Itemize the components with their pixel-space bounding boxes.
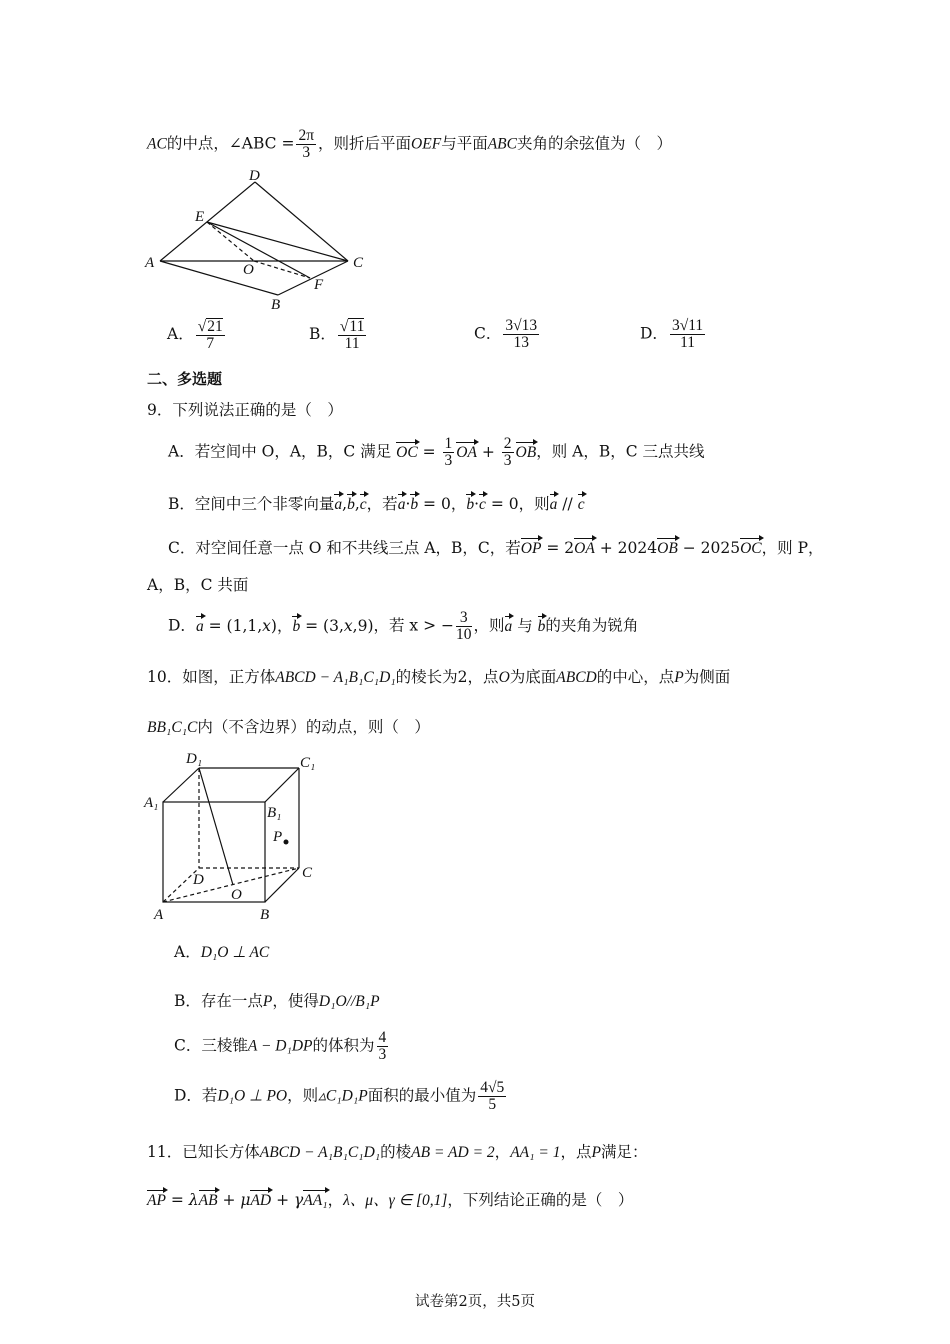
- q10-edge-b1c1: [265, 768, 299, 802]
- q10-label-a1: A₁: [144, 795, 159, 811]
- q8-ac: AC: [147, 135, 167, 153]
- q8-text-b: ，则折后平面: [318, 134, 412, 153]
- q10-label-p: P: [273, 829, 283, 845]
- q10-cube-figure: [140, 745, 330, 925]
- q9-a-vector-equation: OC = $\frac{1}{3}$ OA + $\frac{2}{3}$ OB: [396, 435, 537, 469]
- q8-option-b-fraction: $\frac{√11}{11}$: [339, 318, 365, 352]
- q8-text-a: 的中点，∠ABC =: [166, 134, 295, 153]
- q8-label-b: B: [271, 297, 281, 312]
- q8-edge-dc: [255, 182, 348, 261]
- q8-plane2: ABC: [487, 135, 517, 153]
- q8-option-c[interactable]: C． $\frac{3√13}{13}$: [474, 317, 538, 351]
- q9-option-c[interactable]: C．对空间任意一点 O 和不共线三点 A，B，C，若OP = 2OA + 2024OB − 2025OC，则 P，: [168, 539, 824, 557]
- q9-d-vectors: a = (1,1,x)，b = (3,x,9): [195, 616, 374, 635]
- q10-label-c: C: [302, 865, 313, 881]
- q8-stem-line: [147, 128, 672, 161]
- q9-option-d[interactable]: D．a = (1,1,x)，b = (3,x,9)，若 x > − $\frac{3}{10}$ ，则a 与 b的夹角为锐角: [168, 609, 639, 643]
- q8-label-d: D: [249, 168, 260, 184]
- q8-edge-eo: [207, 222, 254, 261]
- q9-d-fraction: $\frac{3}{10}$: [456, 609, 472, 643]
- q8-edge-ad: [160, 182, 255, 261]
- q9-option-b[interactable]: B．空间中三个非零向量a,b,c，若a·b = 0，b·c = 0，则a // c: [168, 495, 585, 513]
- q8-edge-ef: [207, 222, 310, 278]
- q9-option-c-line2: A，B，C 共面: [147, 576, 249, 594]
- page-footer: 试卷第2页，共5页: [415, 1294, 535, 1310]
- q8-figure: [140, 162, 380, 312]
- q8-text-c: 与平面: [441, 134, 488, 153]
- q8-option-c-fraction: $\frac{3√13}{13}$: [505, 317, 538, 351]
- q10-label-d: D: [193, 872, 204, 888]
- q10-point-p: [284, 840, 289, 845]
- q10-label-b: B: [260, 907, 270, 923]
- q10-stem-line2: BB₁C₁C内（不含边界）的动点，则（ ）: [147, 718, 430, 736]
- q8-label-c: C: [353, 255, 364, 271]
- q11-stem-line2: AP = λAB + μAD + γAA₁，λ、μ、γ ∈ [0,1]，下列结论正确的是（ ）: [147, 1191, 634, 1209]
- section-title: 二、多选题: [147, 370, 223, 388]
- q10-d-fraction: $\frac{4√5}{5}$: [480, 1079, 505, 1113]
- q8-option-a-fraction: $\frac{√21}{7}$: [197, 318, 223, 352]
- q10-edge-bc: [265, 868, 299, 902]
- q10-option-a[interactable]: A．D₁O ⊥ AC: [174, 943, 270, 961]
- q9-option-a[interactable]: A．若空间中 O，A，B，C 满足 OC = $\frac{1}{3}$ OA + $\frac{2}{3}$ OB，则 A，B，C 三点共线: [168, 435, 705, 469]
- q10-label-a: A: [154, 907, 164, 923]
- q8-option-d[interactable]: D． $\frac{3√11}{11}$: [640, 317, 704, 351]
- q8-edge-ab: [160, 261, 278, 295]
- q8-edge-ec: [207, 222, 348, 261]
- q8-option-d-fraction: $\frac{3√11}{11}$: [671, 317, 704, 351]
- q8-plane1: OEF: [411, 135, 442, 153]
- q9-c-vector-equation: OP = 2OA + 2024OB − 2025OC: [520, 539, 762, 557]
- q8-label-a: A: [145, 255, 155, 271]
- q8-edge-of: [254, 261, 310, 278]
- q8-option-a[interactable]: A． $\frac{√21}{7}$: [167, 318, 223, 352]
- q11-stem-line1: 11．已知长方体ABCD − A₁B₁C₁D₁的棱AB = AD = 2，AA₁ = 1，点P满足：: [147, 1143, 648, 1161]
- q10-option-b[interactable]: B．存在一点P，使得D₁O//B₁P: [174, 992, 380, 1010]
- q9-d-pair: a 与 b: [504, 616, 546, 635]
- q9-stem: 9．下列说法正确的是（ ）: [147, 401, 343, 419]
- q8-label-f: F: [314, 277, 324, 293]
- q10-stem-line1: 10．如图，正方体ABCD − A₁B₁C₁D₁的棱长为2，点O为底面ABCD的中心，点P为侧面: [147, 668, 731, 686]
- q10-c-fraction: $\frac{4}{3}$: [378, 1029, 387, 1063]
- q9-b-vectors: a,b,c: [334, 495, 367, 513]
- q10-label-o: O: [231, 887, 242, 903]
- q10-option-d[interactable]: D．若D₁O ⊥ PO，则▵C₁D₁P面积的最小值为 $\frac{4√5}{5}$: [174, 1079, 505, 1113]
- q8-label-o: O: [243, 262, 254, 278]
- q10-option-c[interactable]: C．三棱锥A − D₁DP的体积为 $\frac{4}{3}$: [174, 1029, 387, 1063]
- q9-b-dot1: a·b = 0，b·c = 0: [397, 495, 519, 513]
- q8-option-b[interactable]: B． $\frac{√11}{11}$: [309, 318, 365, 352]
- q8-text-d: 夹角的余弦值为（ ）: [516, 134, 672, 153]
- q11-vector-equation: AP = λAB + μAD + γAA₁: [147, 1191, 328, 1209]
- q8-angle-fraction: $\frac{2\pi}{3}$: [298, 127, 315, 161]
- q9-b-parallel: a // c: [549, 495, 585, 513]
- q10-edge-a1d1: [163, 768, 199, 802]
- q8-label-e: E: [195, 209, 205, 225]
- q10-label-d1: D₁: [186, 751, 203, 767]
- q10-label-c1: C₁: [300, 755, 316, 771]
- q10-label-b1: B₁: [267, 805, 282, 821]
